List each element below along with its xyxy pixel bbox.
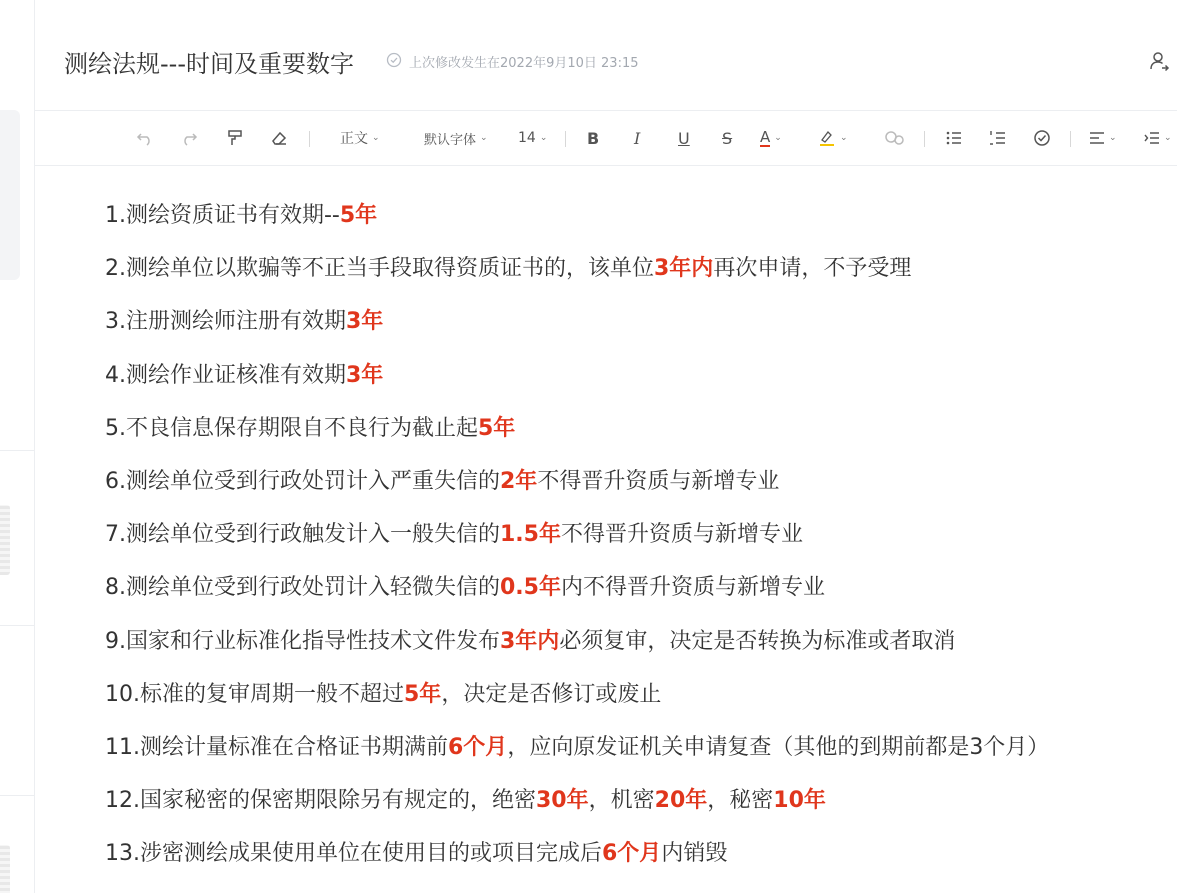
highlighted-value: 6个月 <box>602 841 662 867</box>
sidebar-active-card[interactable] <box>0 110 20 280</box>
paragraph-text: 3.注册测绘师注册有效期 <box>105 309 346 335</box>
sidebar-thumbnail[interactable] <box>0 505 10 575</box>
highlighted-value: 3年内 <box>500 628 560 654</box>
paragraph-text: 7.测绘单位受到行政触发计入一般失信的 <box>105 522 500 548</box>
highlighted-value: 30年 <box>536 788 589 814</box>
toolbar-separator <box>924 131 925 147</box>
highlighted-value: 5年 <box>404 681 442 707</box>
chevron-down-icon: ⌄ <box>774 133 782 143</box>
share-user-icon[interactable] <box>1149 50 1171 72</box>
paragraph-text: ，决定是否修订或废止 <box>441 681 662 707</box>
task-list-icon[interactable] <box>1033 111 1051 165</box>
paragraph-line[interactable] <box>105 249 1177 302</box>
chevron-down-icon: ⌄ <box>539 133 548 143</box>
paragraph-text: 1.测绘资质证书有效期-- <box>105 203 340 228</box>
strikethrough-icon[interactable]: S <box>722 128 733 148</box>
paragraph-line[interactable] <box>105 728 1177 781</box>
undo-icon[interactable] <box>136 111 154 165</box>
indent-button[interactable] <box>1144 111 1172 165</box>
font-family-value: 默认字体 <box>424 132 477 148</box>
paragraph-text: 11.测绘计量标准在合格证书期满前 <box>105 734 448 760</box>
document-body[interactable] <box>105 196 1177 887</box>
paragraph-text: 内不得晋升资质与新增专业 <box>560 575 825 601</box>
clear-format-icon[interactable] <box>270 111 288 165</box>
sidebar-divider <box>0 625 34 626</box>
paragraph-text: ，应向原发证机关申请复查（其他的到期前都是3个月） <box>507 734 1050 760</box>
paragraph-text: 2.测绘单位以欺骗等不正当手段取得资质证书的，该单位 <box>105 256 654 282</box>
paragraph-text: ，秘密 <box>707 788 774 814</box>
paragraph-line[interactable] <box>105 515 1177 568</box>
paragraph-text: 内销毁 <box>661 841 728 867</box>
chevron-down-icon: ⌄ <box>1164 133 1172 143</box>
toolbar-separator <box>1070 131 1071 147</box>
format-toolbar <box>34 111 1177 166</box>
highlighted-value: 3年 <box>346 309 384 335</box>
highlighted-value: 20年 <box>654 788 708 814</box>
paragraph-line[interactable] <box>105 356 1177 409</box>
paragraph-line[interactable] <box>105 675 1177 728</box>
paragraph-text: 5.不良信息保存期限自不良行为截止起 <box>105 415 478 441</box>
highlighted-value: 5年 <box>339 203 378 228</box>
paragraph-text: 12.国家秘密的保密期限除另有规定的，绝密 <box>105 788 536 814</box>
paragraph-line[interactable] <box>105 781 1177 834</box>
chevron-down-icon: ⌄ <box>372 133 380 143</box>
paragraph-text: 4.测绘作业证核准有效期 <box>105 362 346 388</box>
paragraph-text: 9.国家和行业标准化指导性技术文件发布 <box>105 628 500 654</box>
highlighted-value: 10年 <box>773 788 826 814</box>
sidebar-divider <box>0 450 34 451</box>
highlight-color-button[interactable] <box>818 111 848 165</box>
bold-icon[interactable]: B <box>587 128 600 148</box>
align-button[interactable] <box>1089 111 1117 165</box>
link-icon[interactable] <box>884 111 906 165</box>
underline-icon[interactable]: U <box>678 128 690 148</box>
document-header <box>34 0 1177 111</box>
highlighted-value: 5年 <box>478 415 516 441</box>
paragraph-line[interactable] <box>105 462 1177 515</box>
sidebar-divider <box>0 795 34 796</box>
chevron-down-icon: ⌄ <box>840 133 848 143</box>
highlighted-value: 3年内 <box>654 256 714 282</box>
chevron-down-icon: ⌄ <box>1109 133 1117 143</box>
font-size-value: 14 <box>518 130 536 146</box>
paragraph-style-select[interactable] <box>340 111 380 165</box>
left-sidebar <box>0 0 35 893</box>
paragraph-line[interactable] <box>105 568 1177 621</box>
paragraph-text: 必须复审，决定是否转换为标准或者取消 <box>559 628 956 654</box>
paragraph-text: ，机密 <box>588 788 655 814</box>
highlighted-value: 6个月 <box>448 734 508 760</box>
italic-icon[interactable]: I <box>634 128 641 148</box>
highlighted-value: 1.5年 <box>500 522 561 548</box>
paragraph-line[interactable] <box>105 622 1177 675</box>
paragraph-line[interactable] <box>105 302 1177 355</box>
font-size-select[interactable] <box>518 111 547 165</box>
bullet-list-icon[interactable] <box>945 111 963 165</box>
chevron-down-icon: ⌄ <box>480 133 488 143</box>
sidebar-thumbnail[interactable] <box>0 845 10 893</box>
highlighted-value: 2年 <box>500 468 538 494</box>
toolbar-separator <box>309 131 310 147</box>
paragraph-text: 不得晋升资质与新增专业 <box>537 468 780 494</box>
document-title[interactable]: 测绘法规---时间及重要数字 <box>64 50 354 78</box>
paragraph-text: 10.标准的复审周期一般不超过 <box>105 681 404 707</box>
check-circle-icon <box>386 52 402 68</box>
paragraph-line[interactable] <box>105 196 1177 249</box>
numbered-list-icon[interactable] <box>989 111 1007 165</box>
align-left-icon <box>1089 130 1105 146</box>
format-painter-icon[interactable] <box>226 111 244 165</box>
paragraph-text: 13.涉密测绘成果使用单位在使用目的或项目完成后 <box>105 841 602 867</box>
paragraph-line[interactable] <box>105 834 1177 887</box>
highlighted-value: 3年 <box>346 362 384 388</box>
indent-icon <box>1144 130 1160 146</box>
highlighted-value: 0.5年 <box>500 575 561 601</box>
text-color-button[interactable] <box>760 111 782 165</box>
paragraph-text: 6.测绘单位受到行政处罚计入严重失信的 <box>105 468 500 494</box>
text-color-icon: A <box>760 128 771 146</box>
paragraph-style-value: 正文 <box>340 131 368 147</box>
font-family-select[interactable] <box>424 111 488 165</box>
paragraph-text: 不得晋升资质与新增专业 <box>560 522 803 548</box>
toolbar-separator <box>565 131 566 147</box>
paragraph-text: 再次申请，不予受理 <box>713 256 912 282</box>
redo-icon[interactable] <box>180 111 198 165</box>
highlighter-icon <box>818 129 836 147</box>
saved-status: 上次修改发生在2022年9月10日 23:15 <box>409 56 639 71</box>
paragraph-text: 8.测绘单位受到行政处罚计入轻微失信的 <box>105 575 500 601</box>
paragraph-line[interactable] <box>105 409 1177 462</box>
